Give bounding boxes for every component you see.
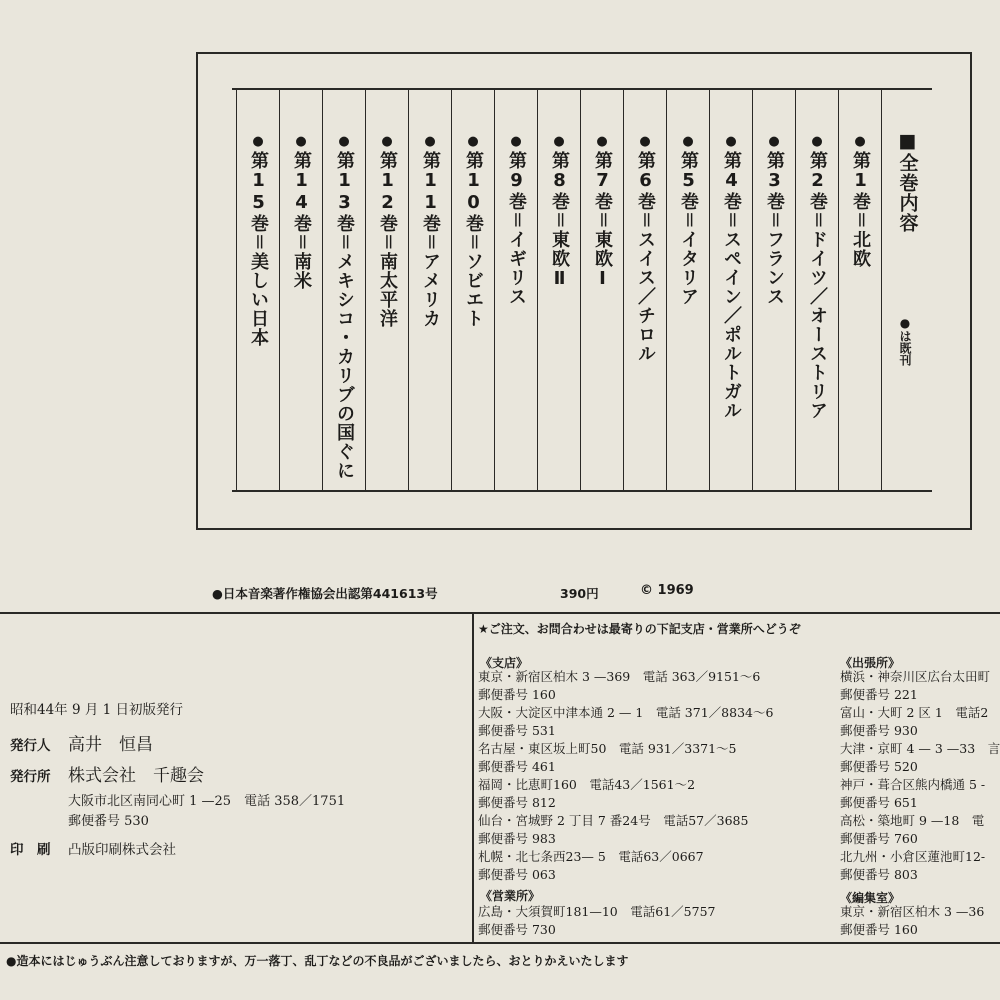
volume-14: ● 第14巻＝南米 <box>279 90 322 490</box>
bullet-icon: ● <box>596 134 608 149</box>
bottom-divider <box>0 942 1000 944</box>
branch-fukuoka-postal: 郵便番号 812 <box>478 795 556 810</box>
publisher-name: 高井 恒昌 <box>68 735 153 755</box>
office-toyama-postal: 郵便番号 930 <box>840 723 918 738</box>
bullet-icon: ● <box>381 134 393 149</box>
inquiry-note: ★ご注文、お問合わせは最寄りの下記支店・営業所へどうぞ <box>478 622 801 636</box>
toc-header-mark: ■ <box>896 130 919 153</box>
branch-nagoya-postal: 郵便番号 461 <box>478 759 556 774</box>
sales-heading: 《営業所》 <box>480 889 541 903</box>
volume-15: ● 第15巻＝美しい日本 <box>236 90 279 490</box>
branch-tokyo-postal: 郵便番号 160 <box>478 687 556 702</box>
printer-label: 印 刷 <box>10 842 51 858</box>
sales-hiroshima-postal: 郵便番号 730 <box>478 922 556 937</box>
volume-3: ● 第3巻＝フランス <box>752 90 795 490</box>
branch-sapporo: 札幌・北七条西23— 5 電話63／0667 <box>478 849 704 864</box>
editorial-heading: 《編集室》 <box>840 891 901 905</box>
office-yokohama: 横浜・神奈川区広台太田町 <box>840 669 991 684</box>
volume-13: ● 第13巻＝メキシコ・カリブの国ぐに <box>322 90 365 490</box>
office-yokohama-postal: 郵便番号 221 <box>840 687 918 702</box>
branch-fukuoka: 福岡・比恵町160 電話43／1561～2 <box>478 777 696 792</box>
first-edition-date: 昭和44年 9 月 1 日初版発行 <box>10 702 184 718</box>
toc-header: ■全巻内容 <box>896 130 919 233</box>
bullet-icon: ● <box>725 134 737 149</box>
jasrac-notice: ●日本音楽著作権協会出認第441613号 <box>212 586 438 601</box>
office-otsu-postal: 郵便番号 520 <box>840 759 918 774</box>
sales-hiroshima: 広島・大須賀町181—10 電話61／5757 <box>478 904 716 919</box>
top-divider <box>0 612 1000 614</box>
bullet-icon: ● <box>639 134 651 149</box>
bullet-icon: ● <box>467 134 479 149</box>
volume-4: ● 第4巻＝スペイン／ポルトガル <box>709 90 752 490</box>
editorial-tokyo: 東京・新宿区柏木 3 —36 <box>840 904 985 919</box>
office-kobe-postal: 郵便番号 651 <box>840 795 918 810</box>
published-note: ●は既刊 <box>898 316 912 366</box>
office-kitakyushu-postal: 郵便番号 803 <box>840 867 918 882</box>
branch-sapporo-postal: 郵便番号 063 <box>478 867 556 882</box>
footer-note: ●造本にはじゅうぶん注意しておりますが、万一落丁、乱丁などの不良品がございましたら、おとりかえいたします <box>6 954 629 968</box>
bullet-icon: ● <box>252 134 264 149</box>
office-takamatsu-postal: 郵便番号 760 <box>840 831 918 846</box>
bullet-icon: ● <box>811 134 823 149</box>
office-otsu: 大津・京町 4 — 3 —33 言 <box>840 741 1000 756</box>
copyright: © 1969 <box>640 583 694 598</box>
company-address: 大阪市北区南同心町 1 —25 電話 358／1751 <box>68 794 346 809</box>
office-toyama: 富山・大町 2 区 1 電話2 <box>840 705 989 720</box>
bullet-icon: ● <box>682 134 694 149</box>
volume-1: ● 第1巻＝北欧 <box>838 90 881 490</box>
toc-header-column <box>881 90 932 490</box>
bullet-icon: ● <box>424 134 436 149</box>
volume-12: ● 第12巻＝南太平洋 <box>365 90 408 490</box>
company-label: 発行所 <box>10 769 51 785</box>
bullet-icon: ● <box>338 134 350 149</box>
office-kitakyushu: 北九州・小倉区蓮池町12- <box>840 849 986 864</box>
branch-osaka-postal: 郵便番号 531 <box>478 723 556 738</box>
branch-tokyo: 東京・新宿区柏木 3 —369 電話 363／9151～6 <box>478 669 761 684</box>
branches-heading: 《支店》 <box>480 656 529 670</box>
branch-sendai-postal: 郵便番号 983 <box>478 831 556 846</box>
volume-8: ● 第8巻＝東欧Ⅱ <box>537 90 580 490</box>
branch-sendai: 仙台・宮城野 2 丁目 7 番24号 電話57／3685 <box>478 813 749 828</box>
publisher-label: 発行人 <box>10 738 51 754</box>
volume-2: ● 第2巻＝ドイツ／オーストリア <box>795 90 838 490</box>
vertical-divider <box>472 612 474 942</box>
price: 390円 <box>560 586 599 601</box>
bullet-icon: ● <box>510 134 522 149</box>
volume-10: ● 第10巻＝ソビエト <box>451 90 494 490</box>
printer-name: 凸版印刷株式会社 <box>68 842 176 858</box>
company-postal: 郵便番号 530 <box>68 814 149 829</box>
bullet-icon: ● <box>295 134 307 149</box>
bullet-icon: ● <box>553 134 565 149</box>
volume-9: ● 第9巻＝イギリス <box>494 90 537 490</box>
bullet-icon: ● <box>854 134 866 149</box>
volume-11: ● 第11巻＝アメリカ <box>408 90 451 490</box>
offices-heading: 《出張所》 <box>840 656 901 670</box>
bullet-icon: ● <box>768 134 780 149</box>
office-takamatsu: 高松・築地町 9 —18 電 <box>840 813 985 828</box>
volume-5: ● 第5巻＝イタリア <box>666 90 709 490</box>
volume-7: ● 第7巻＝東欧Ⅰ <box>580 90 623 490</box>
branch-osaka: 大阪・大淀区中津本通 2 — 1 電話 371／8834～6 <box>478 705 774 720</box>
toc-table <box>232 88 932 492</box>
office-kobe: 神戸・葺合区熊内橋通 5 - <box>840 777 986 792</box>
branch-nagoya: 名古屋・東区坂上町50 電話 931／3371～5 <box>478 741 737 756</box>
company-name: 株式会社 千趣会 <box>68 766 204 786</box>
volume-6: ● 第6巻＝スイス／チロル <box>623 90 666 490</box>
editorial-tokyo-postal: 郵便番号 160 <box>840 922 918 937</box>
